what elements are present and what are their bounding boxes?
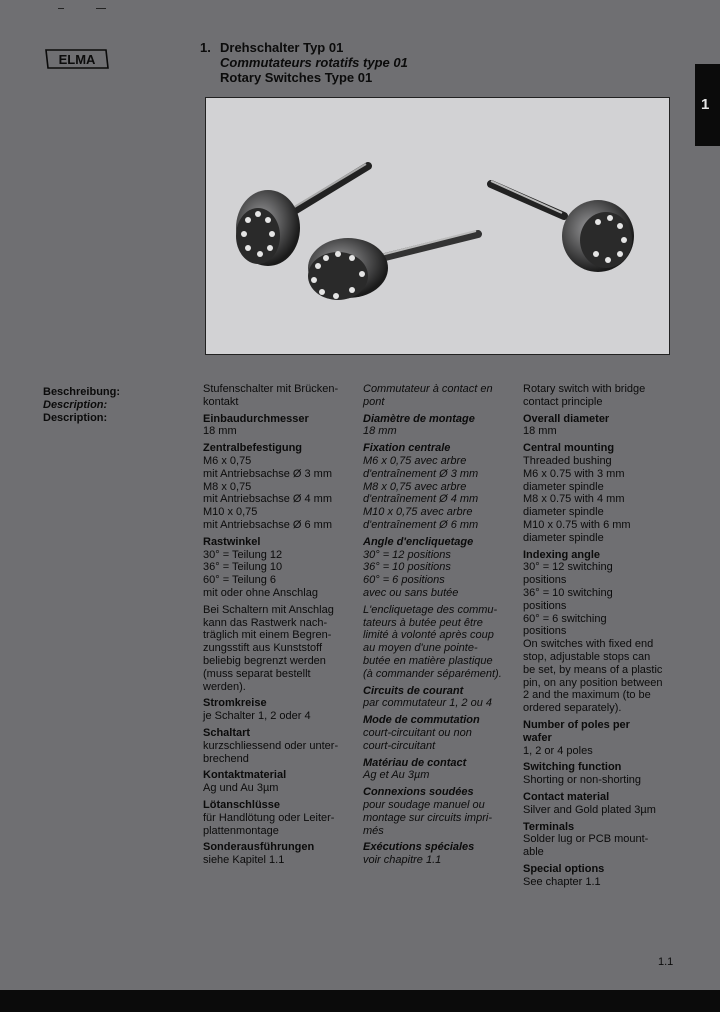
spec-text: M8 x 0.75 with 4 mm xyxy=(523,493,625,506)
spec-heading: Exécutions spéciales xyxy=(363,841,475,854)
spec-text: Silver and Gold plated 3µm xyxy=(523,803,656,816)
elma-logo xyxy=(44,48,110,70)
spec-text: pont xyxy=(363,395,385,408)
spec-text: d'entraînement Ø 6 mm xyxy=(363,518,479,531)
spec-heading: Sonderausführungen xyxy=(203,841,315,854)
spec-heading: Einbaudurchmesser xyxy=(203,412,309,425)
spec-text: 30° = 12 switching xyxy=(523,561,613,574)
spec-text: kann das Rastwerk nach- xyxy=(203,616,328,629)
spec-heading: Number of poles per xyxy=(523,718,630,731)
spec-text: zungsstift aus Kunststoff xyxy=(203,642,323,655)
spec-heading: Indexing angle xyxy=(523,548,601,561)
spec-text: plattenmontage xyxy=(203,824,279,837)
spec-text: court-circuitant xyxy=(363,739,436,752)
spec-heading: Central mounting xyxy=(523,442,615,455)
spec-text: 18 mm xyxy=(203,425,237,438)
spec-text: je Schalter 1, 2 oder 4 xyxy=(203,710,311,723)
title-english: Rotary Switches Type 01 xyxy=(220,70,373,85)
spec-heading: Connexions soudées xyxy=(363,786,474,799)
spec-text: Threaded bushing xyxy=(523,454,612,467)
spec-text: 18 mm xyxy=(523,425,557,438)
rotary-switch-illustration xyxy=(206,98,669,354)
spec-text: Commutateur à contact en xyxy=(363,383,493,395)
spec-heading: Kontaktmaterial xyxy=(203,769,287,782)
chapter-tab-number: 1 xyxy=(701,96,710,113)
spec-heading: Stromkreise xyxy=(203,697,267,710)
spec-heading: Special options xyxy=(523,862,605,875)
spec-text: Ag et Au 3µm xyxy=(363,769,430,782)
spec-text: 30° = Teilung 12 xyxy=(203,548,283,561)
spec-text: kurzschliessend oder unter- xyxy=(203,739,339,752)
spec-text: (muss separat bestellt xyxy=(203,667,311,680)
spec-text: montage sur circuits impri- xyxy=(363,811,492,824)
spec-text: M6 x 0,75 avec arbre xyxy=(363,454,467,467)
spec-text: d'entraînement Ø 3 mm xyxy=(363,467,479,480)
spec-text: für Handlötung oder Leiter- xyxy=(203,811,335,824)
spec-heading: Rastwinkel xyxy=(203,535,261,548)
spec-text: (à commander séparément). xyxy=(363,667,502,680)
spec-text: Shorting or non-shorting xyxy=(523,774,642,787)
spec-heading: Switching function xyxy=(523,761,622,774)
spec-text: court-circuitant ou non xyxy=(363,726,472,739)
spec-text: be set, by means of a plastic xyxy=(523,663,663,676)
spec-text: ordered separately). xyxy=(523,702,622,715)
spec-text: limité à volonté après coup xyxy=(363,629,494,642)
spec-heading: Terminals xyxy=(523,820,575,833)
label-english: Description: xyxy=(43,412,108,424)
column-german xyxy=(203,383,363,867)
spec-text: M6 x 0.75 with 3 mm xyxy=(523,467,625,480)
column-french xyxy=(363,383,523,867)
scan-mark xyxy=(58,8,64,9)
spec-text: kontakt xyxy=(203,395,239,408)
spec-text: au moyen d'une pointe- xyxy=(363,642,478,655)
label-german: Beschreibung: xyxy=(43,386,121,398)
spec-text: 60° = 6 positions xyxy=(363,574,445,587)
spec-text: mit Antriebsachse Ø 6 mm xyxy=(203,518,332,531)
spec-heading: Matériau de contact xyxy=(363,756,467,769)
title-french: Commutateurs rotatifs type 01 xyxy=(220,55,408,70)
spec-heading: Overall diameter xyxy=(523,412,610,425)
spec-text: voir chapitre 1.1 xyxy=(363,854,442,867)
spec-heading: Diamètre de montage xyxy=(363,412,475,425)
spec-text: diameter spindle xyxy=(523,480,604,493)
spec-heading: Angle d'encliquetage xyxy=(363,535,474,548)
spec-text: M6 x 0,75 xyxy=(203,454,252,467)
spec-text: Stufenschalter mit Brücken- xyxy=(203,383,339,395)
spec-text: M8 x 0,75 avec arbre xyxy=(363,480,467,493)
spec-text: 60° = Teilung 6 xyxy=(203,574,277,587)
spec-heading: Circuits de courant xyxy=(363,684,464,697)
product-photo xyxy=(205,97,670,355)
spec-text: 2 and the maximum (to be xyxy=(523,689,651,702)
spec-text: 18 mm xyxy=(363,425,397,438)
spec-text: avec ou sans butée xyxy=(363,586,459,599)
spec-text: On switches with fixed end xyxy=(523,638,654,651)
page-number: 1.1 xyxy=(658,956,674,968)
spec-text: brechend xyxy=(203,752,249,765)
spec-heading: Schaltart xyxy=(203,726,251,739)
spec-text: mit Antriebsachse Ø 4 mm xyxy=(203,493,332,506)
scan-mark xyxy=(96,8,106,9)
spec-heading: Contact material xyxy=(523,790,610,803)
svg-text:ELMA: ELMA xyxy=(58,52,96,67)
spec-heading: Mode de commutation xyxy=(363,714,480,727)
spec-text: werden). xyxy=(203,680,246,693)
spec-text: 36° = 10 positions xyxy=(363,561,451,574)
spec-text: pin, on any position between xyxy=(523,676,663,689)
spec-text: d'entraînement Ø 4 mm xyxy=(363,493,479,506)
bottom-bar xyxy=(0,990,720,1012)
spec-text: diameter spindle xyxy=(523,531,604,544)
spec-text: M10 x 0,75 avec arbre xyxy=(363,506,473,519)
spec-text: mit Antriebsachse Ø 3 mm xyxy=(203,467,332,480)
description-labels xyxy=(43,386,120,425)
spec-text: positions xyxy=(523,625,567,638)
title-german: Drehschalter Typ 01 xyxy=(220,40,344,55)
spec-heading: Fixation centrale xyxy=(363,442,451,455)
spec-text: able xyxy=(523,846,544,859)
spec-heading: wafer xyxy=(523,731,552,744)
label-french: Description: xyxy=(43,399,108,411)
spec-text: 36° = 10 switching xyxy=(523,586,613,599)
spec-text: positions xyxy=(523,599,567,612)
spec-text: més xyxy=(363,824,384,837)
spec-text: par commutateur 1, 2 ou 4 xyxy=(363,697,493,710)
spec-text: 30° = 12 positions xyxy=(363,548,451,561)
spec-text: Ag und Au 3µm xyxy=(203,782,279,795)
spec-text: mit oder ohne Anschlag xyxy=(203,586,318,599)
spec-text: träglich mit einem Begren- xyxy=(203,629,332,642)
spec-text: positions xyxy=(523,574,567,587)
spec-heading: Zentralbefestigung xyxy=(203,442,303,455)
spec-text: See chapter 1.1 xyxy=(523,875,601,888)
spec-text: butée en matière plastique xyxy=(363,654,493,667)
column-english xyxy=(523,383,683,888)
spec-text: Bei Schaltern mit Anschlag xyxy=(203,603,334,616)
spec-text: L'encliquetage des commu- xyxy=(363,603,498,616)
spec-text: contact principle xyxy=(523,395,603,408)
spec-text: stop, adjustable stops can xyxy=(523,650,651,663)
spec-text: Rotary switch with bridge xyxy=(523,383,646,395)
spec-text: Solder lug or PCB mount- xyxy=(523,833,649,846)
spec-text: tateurs à butée peut être xyxy=(363,616,483,629)
spec-text: M10 x 0.75 with 6 mm xyxy=(523,518,631,531)
spec-text: 60° = 6 switching xyxy=(523,612,607,625)
spec-text: M8 x 0,75 xyxy=(203,480,252,493)
spec-heading: Lötanschlüsse xyxy=(203,798,281,811)
spec-text: pour soudage manuel ou xyxy=(363,798,485,811)
section-number: 1. xyxy=(200,40,211,55)
spec-text: M10 x 0,75 xyxy=(203,506,258,519)
spec-text: diameter spindle xyxy=(523,506,604,519)
spec-text: siehe Kapitel 1.1 xyxy=(203,854,285,867)
spec-text: 36° = Teilung 10 xyxy=(203,561,283,574)
spec-text: 1, 2 or 4 poles xyxy=(523,744,593,757)
spec-text: beliebig begrenzt werden xyxy=(203,654,326,667)
